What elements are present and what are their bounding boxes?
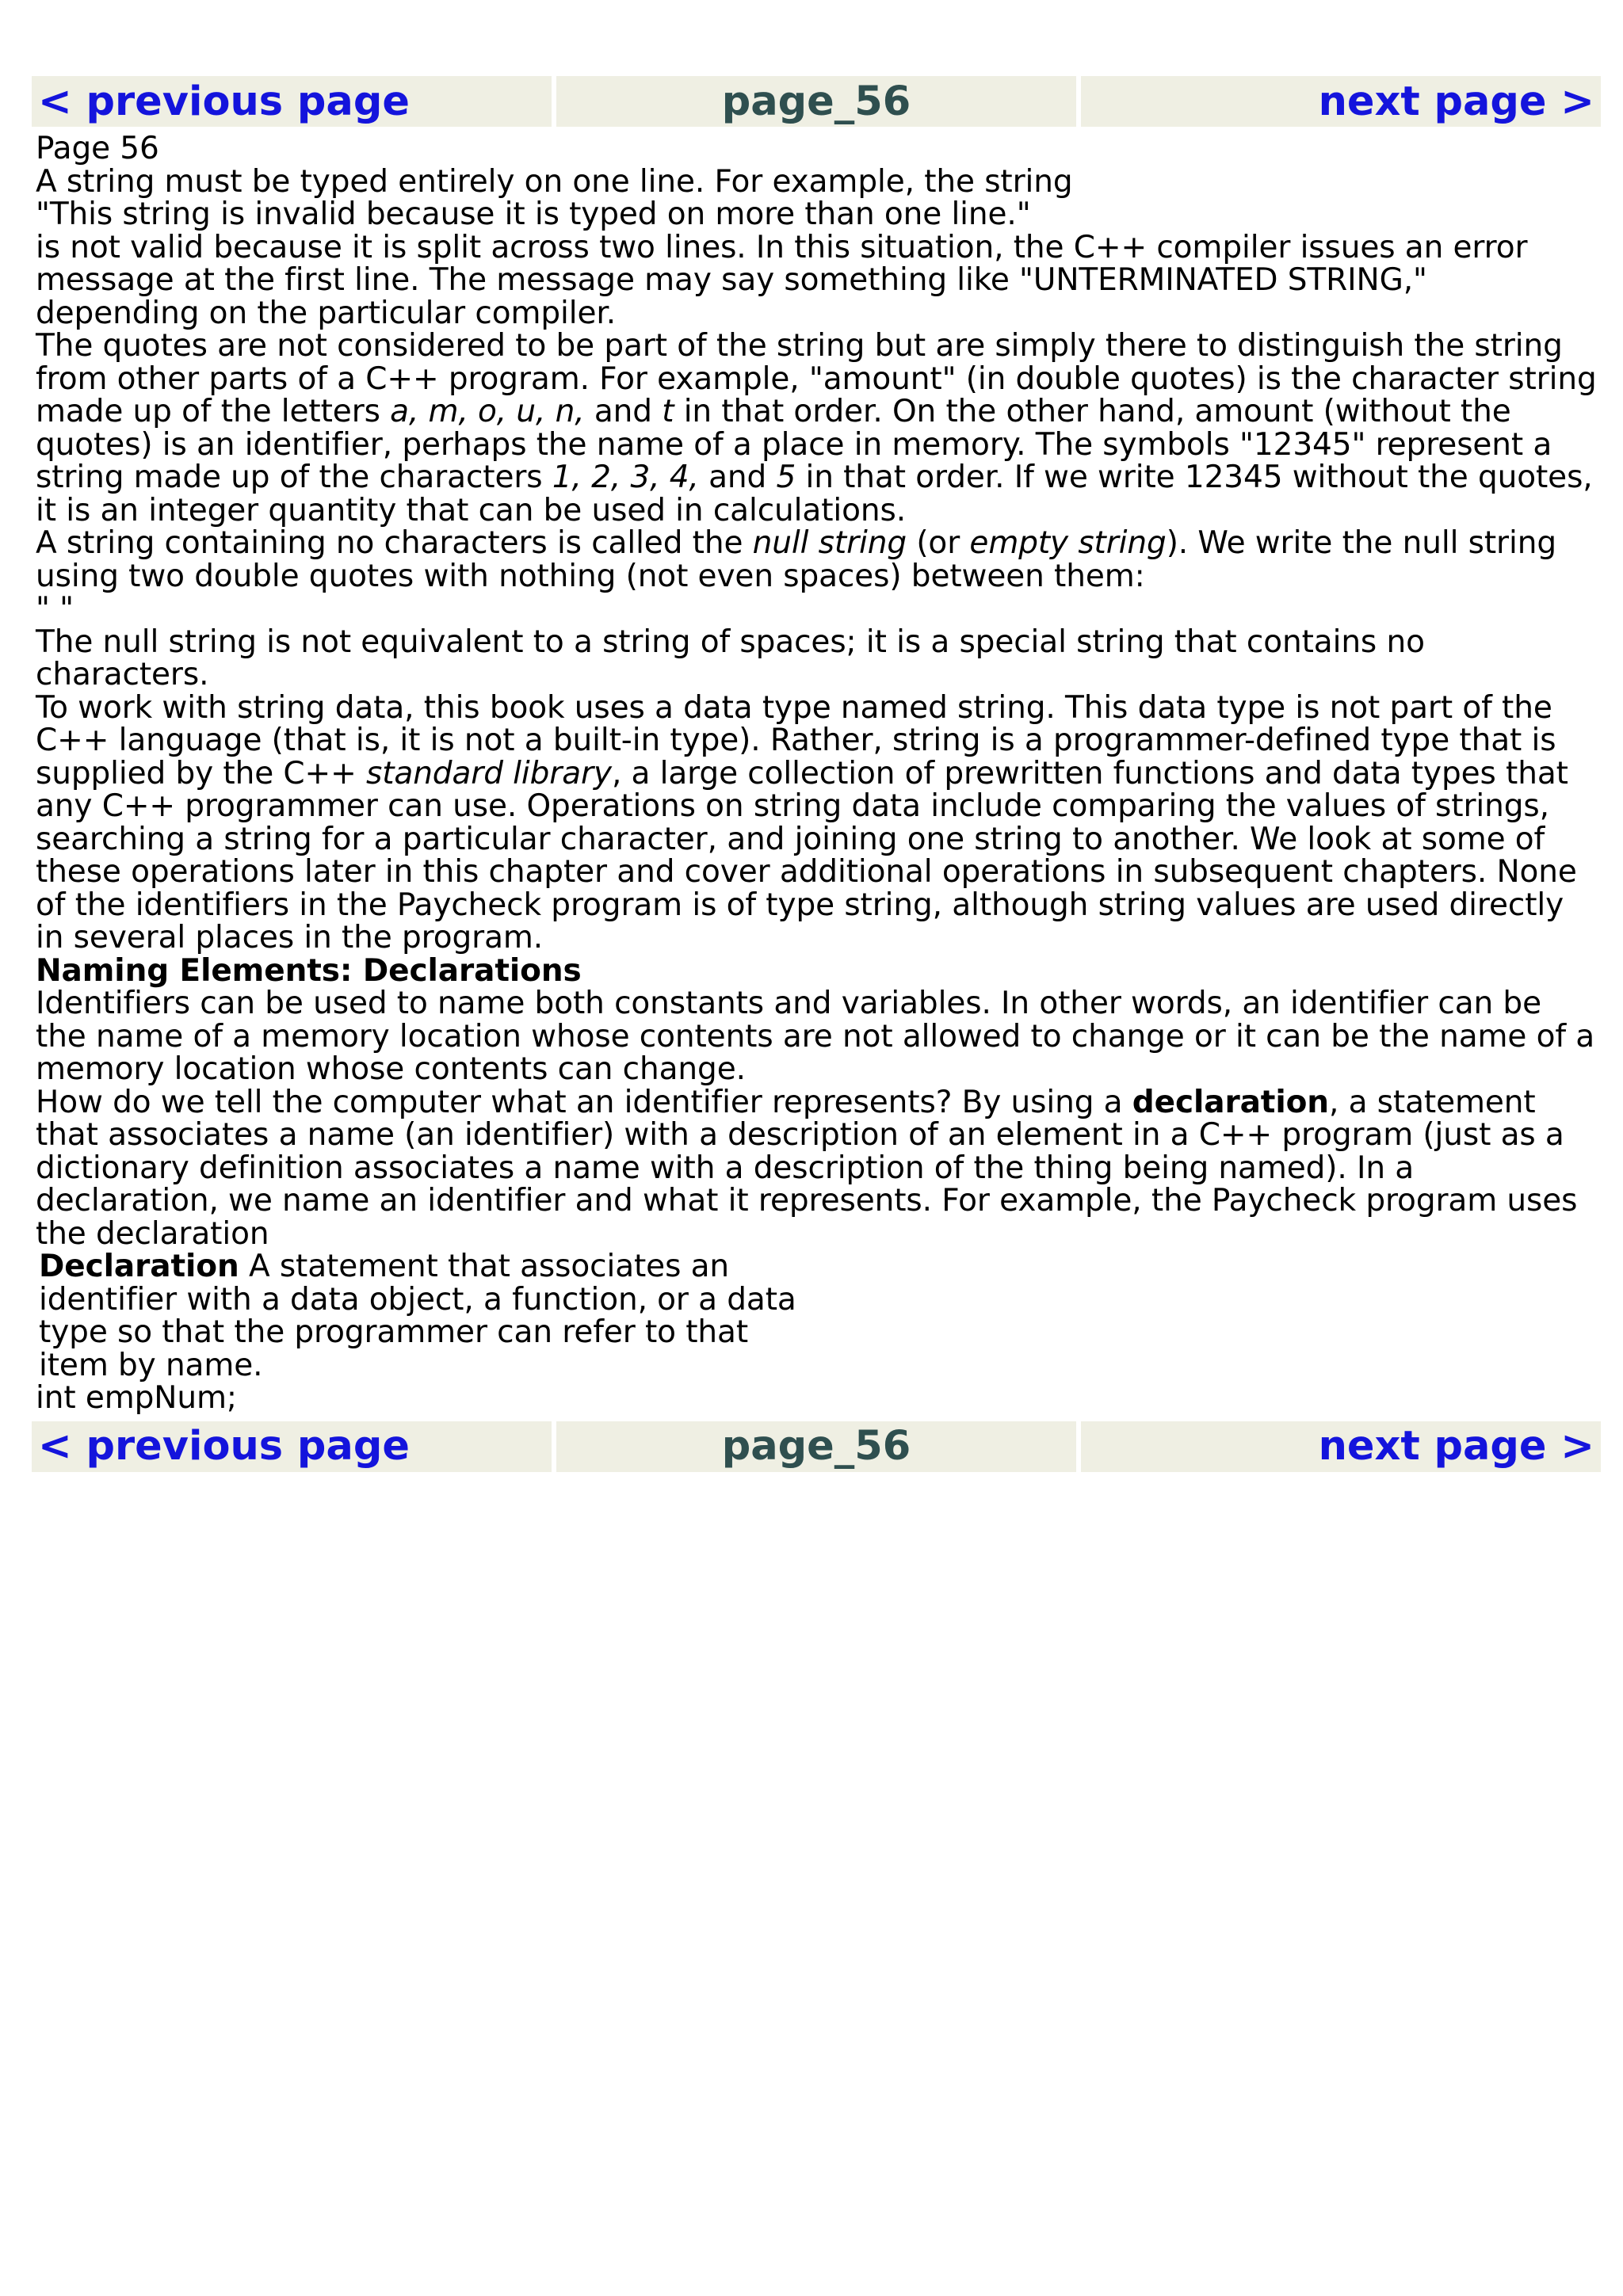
spacer bbox=[36, 1415, 1598, 1421]
paragraph-null-not-spaces: The null string is not equivalent to a string of spaces; it is a special string that contains no characters. bbox=[36, 624, 1425, 692]
example-null-string: " " bbox=[36, 591, 74, 627]
paragraph-declaration bbox=[36, 1086, 1598, 1251]
paragraph-string-type bbox=[36, 689, 1598, 955]
italic-standard-library: standard library bbox=[365, 755, 612, 791]
text-run: ). We write the null string using two double quotes with nothing (not even spaces) between them: bbox=[36, 525, 1556, 594]
definition-box bbox=[36, 1250, 815, 1382]
text-run: and bbox=[698, 460, 777, 495]
top-previous-page-link[interactable]: < previous page bbox=[38, 78, 410, 125]
text-run: (or bbox=[907, 525, 970, 561]
italic-digits: 1, 2, 3, 4, bbox=[552, 460, 699, 495]
code-example: int empNum; bbox=[36, 1380, 237, 1416]
text-run: The quotes are not considered to be part of the string but are simply there to distinguish the string from other parts of a C++ program. For example, "amount" (in double quotes) is the character string made up of the letters bbox=[36, 328, 1597, 429]
bottom-nav-prev-cell bbox=[32, 1421, 552, 1472]
italic-empty-string: empty string bbox=[969, 525, 1167, 561]
example-invalid-string: "This string is invalid because it is typed on more than one line." bbox=[36, 196, 1031, 232]
paragraph-string-one-line: A string must be typed entirely on one line. For example, the string bbox=[36, 163, 1073, 200]
bottom-navigation-bar bbox=[32, 1421, 1601, 1472]
italic-letter-t: t bbox=[662, 394, 674, 429]
bottom-previous-page-link[interactable]: < previous page bbox=[38, 1423, 410, 1470]
paragraph-identifiers: Identifiers can be used to name both constants and variables. In other words, an identifier can be the name of a memory location whose contents are not allowed to change or it can be the name of a memory location whose contents can change. bbox=[36, 986, 1595, 1087]
text-run: , a statement that associates a name (an identifier) with a description of an element in a C++ program (just as a dictionary definition associates a name with a description of the thing being named). In a declaration, we name an identifier and what it represents. For example, the Paycheck program uses the declaration bbox=[36, 1084, 1578, 1252]
text-run: To work with string data, this book uses a data type named string. This data type is not part of the C++ language (that is, it is not a built-in type). Rather, string is a programmer-defined type that is supplied by the C++ bbox=[36, 689, 1556, 791]
italic-letters: a, m, o, u, n, bbox=[390, 394, 585, 429]
top-navigation-bar bbox=[32, 76, 1601, 127]
bottom-page-label: page_56 bbox=[721, 1423, 911, 1470]
page-content bbox=[32, 127, 1601, 1421]
paragraph-quotes bbox=[36, 330, 1598, 527]
paragraph-unterminated-string: is not valid because it is split across two lines. In this situation, the C++ compiler issues an error message at the first line. The message may say something like "UNTERMINATED STRING," depending on the particular compiler. bbox=[36, 229, 1528, 331]
text-run: in that order. If we write 12345 without the quotes, it is an integer quantity that can be used in calculations. bbox=[36, 460, 1593, 528]
text-run: How do we tell the computer what an identifier represents? By using a bbox=[36, 1084, 1132, 1120]
top-page-label-cell bbox=[556, 76, 1076, 127]
italic-null-string: null string bbox=[752, 525, 907, 561]
bottom-next-page-link[interactable]: next page > bbox=[1318, 1423, 1594, 1470]
text-run: and bbox=[584, 394, 663, 429]
text-run: , a large collection of prewritten functions and data types that any C++ programmer can use. Operations on string data include comparing the values of strings, searching a string for a particular character, and joining one string to another. We look at some of these operations later in this chapter and cover additional operations in subsequent chapters. None of the identifiers in the Paycheck program is of type string, although string values are used directly in several places in the program. bbox=[36, 755, 1577, 955]
text-run: A string containing no characters is called the bbox=[36, 525, 753, 561]
top-next-page-link[interactable]: next page > bbox=[1318, 78, 1594, 125]
section-heading: Naming Elements: Declarations bbox=[36, 952, 582, 989]
bottom-nav-next-cell bbox=[1081, 1421, 1601, 1472]
top-page-label: page_56 bbox=[721, 78, 911, 125]
bold-declaration: declaration bbox=[1132, 1084, 1329, 1120]
definition-term: Declaration bbox=[39, 1249, 239, 1284]
top-nav-next-cell bbox=[1081, 76, 1601, 127]
paragraph-null-string bbox=[36, 527, 1598, 593]
top-nav-prev-cell bbox=[32, 76, 552, 127]
italic-digit-five: 5 bbox=[776, 460, 796, 495]
page-number: Page 56 bbox=[36, 131, 159, 166]
bottom-page-label-cell bbox=[556, 1421, 1076, 1472]
text-run: in that order. On the other hand, amount (without the quotes) is an identifier, perhaps the name of a place in memory. The symbols "12345" represent a string made up of the characters bbox=[36, 394, 1552, 495]
definition-text: A statement that associates an identifier with a data object, a function, or a data type so that the programmer can refer to that item by name. bbox=[39, 1249, 796, 1383]
page-container bbox=[32, 76, 1601, 1472]
